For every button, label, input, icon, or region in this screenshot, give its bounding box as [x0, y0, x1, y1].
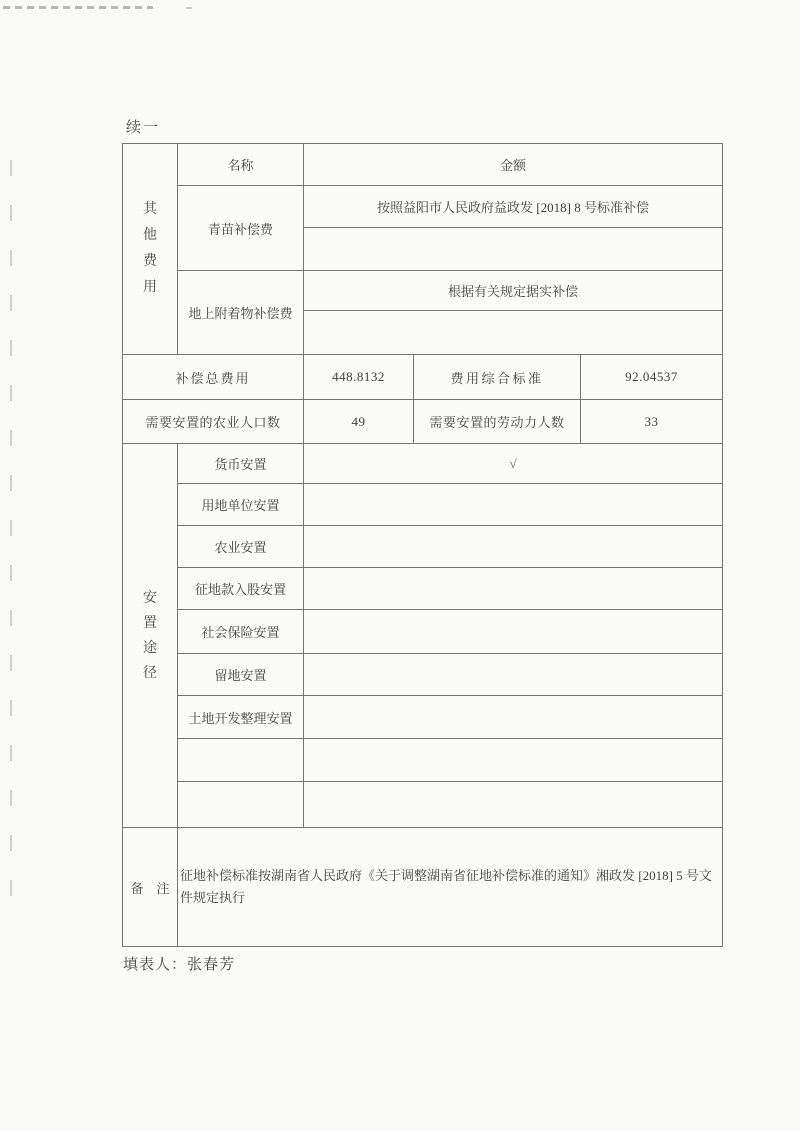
header-name-cell: 名称 — [178, 144, 304, 186]
section-other-fees — [123, 144, 178, 355]
table-row — [123, 739, 723, 782]
total-fee-label-cell: 补偿总费用 — [123, 355, 304, 400]
scan-artifact-top-edge — [3, 6, 153, 9]
labor-population-label-cell: 需要安置的劳动力人数 — [414, 400, 581, 444]
fee-amount-attachments-note — [304, 311, 723, 355]
resettlement-label-land-development: 土地开发整理安置 — [178, 696, 304, 739]
table-row — [123, 526, 723, 568]
total-fee-value-cell: 448.8132 — [304, 355, 414, 400]
labor-population-value-cell: 33 — [581, 400, 723, 444]
composite-standard-label-cell: 费用综合标准 — [414, 355, 581, 400]
table-row — [123, 696, 723, 739]
table-row — [123, 400, 723, 444]
header-amount-cell: 金额 — [304, 144, 723, 186]
section-resettlement-label: 安置途径 — [142, 590, 157, 681]
resettlement-label-agriculture: 农业安置 — [178, 526, 304, 568]
agricultural-population-value-cell: 49 — [304, 400, 414, 444]
checkmark: √ — [304, 444, 723, 484]
fee-amount-attachments: 根据有关规定据实补偿 — [304, 271, 723, 311]
resettlement-label-shares: 征地款入股安置 — [178, 568, 304, 610]
composite-standard-value-cell: 92.04537 — [581, 355, 723, 400]
table-row — [123, 610, 723, 654]
resettlement-label-monetary: 货币安置 — [178, 444, 304, 484]
resettlement-value-cell — [304, 484, 723, 526]
fee-name-attachments: 地上附着物补偿费 — [178, 271, 304, 355]
table-row — [123, 271, 723, 311]
table-row — [123, 144, 723, 186]
table-row — [123, 654, 723, 696]
form-filler: 填表人：张春芳 — [123, 957, 236, 973]
table-row — [123, 568, 723, 610]
continuation-label: 续一 — [126, 120, 161, 136]
resettlement-value-cell — [304, 610, 723, 654]
resettlement-label-empty — [178, 739, 304, 782]
fee-amount-young-crops: 按照益阳市人民政府益政发 [2018] 8 号标准补偿 — [304, 186, 723, 228]
table-row — [123, 782, 723, 828]
resettlement-label-land-user: 用地单位安置 — [178, 484, 304, 526]
resettlement-value-cell — [304, 696, 723, 739]
fee-amount-young-crops-note — [304, 228, 723, 271]
remark-text: 征地补偿标准按湖南省人民政府《关于调整湖南省征地补偿标准的通知》湘政发 [2018] 5 号文件规定执行 — [180, 868, 712, 905]
resettlement-value-cell — [304, 739, 723, 782]
scan-artifact-left-edge — [10, 160, 12, 905]
table-row — [123, 828, 723, 947]
resettlement-label-social-insurance: 社会保险安置 — [178, 610, 304, 654]
resettlement-value-cell — [304, 568, 723, 610]
scan-artifact-speck — [186, 7, 192, 9]
table-row — [123, 186, 723, 228]
resettlement-value-cell — [304, 526, 723, 568]
compensation-form-table — [122, 143, 723, 947]
remark-label-cell: 备 注 — [123, 828, 178, 947]
section-resettlement — [123, 444, 178, 828]
resettlement-value-cell — [304, 654, 723, 696]
table-row — [123, 444, 723, 484]
agricultural-population-label-cell: 需要安置的农业人口数 — [123, 400, 304, 444]
resettlement-label-empty — [178, 782, 304, 828]
table-row — [123, 484, 723, 526]
section-other-fees-label: 其他费用 — [142, 202, 157, 295]
fee-name-young-crops: 青苗补偿费 — [178, 186, 304, 271]
table-row — [123, 355, 723, 400]
resettlement-value-cell — [304, 782, 723, 828]
remark-text-cell — [178, 828, 723, 947]
resettlement-label-reserved-land: 留地安置 — [178, 654, 304, 696]
